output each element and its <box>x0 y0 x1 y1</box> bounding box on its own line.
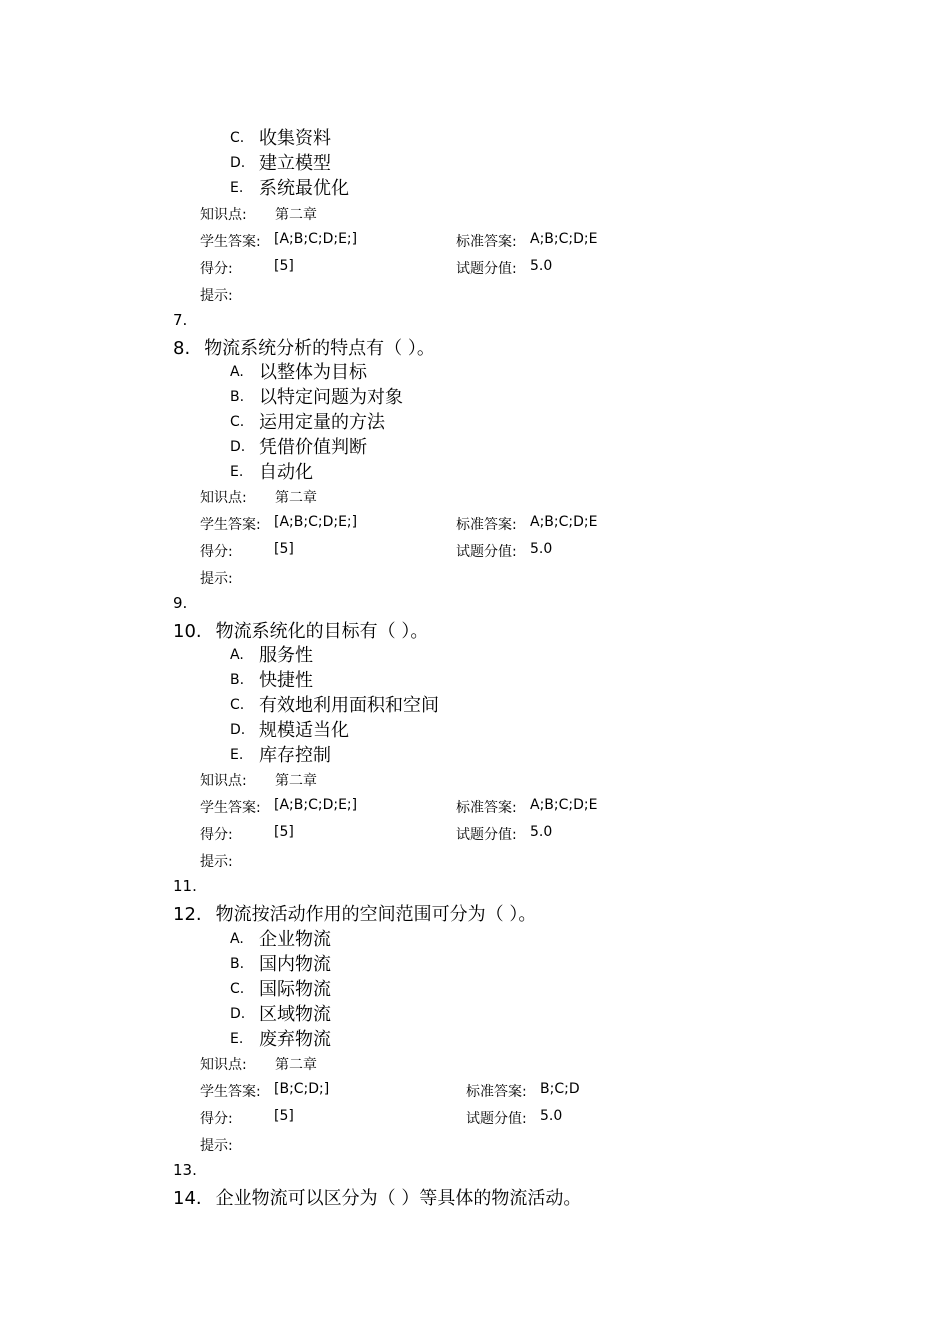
option-letter: D. <box>230 155 246 171</box>
value-value: 5.0 <box>530 824 553 840</box>
option-letter: B. <box>230 672 245 688</box>
option-text: 以整体为目标 <box>259 362 367 383</box>
standard-answer-value: A;B;C;D;E <box>530 231 598 247</box>
question-number-13: 13. <box>173 1161 197 1179</box>
score-label: 得分: <box>200 261 233 277</box>
option-text: 有效地利用面积和空间 <box>259 695 439 716</box>
option-text: 收集资料 <box>259 128 331 149</box>
question-number-7: 7. <box>173 311 188 329</box>
score-label: 得分: <box>200 827 233 843</box>
question-number: 14. <box>173 1188 202 1209</box>
option-text: 服务性 <box>259 645 313 666</box>
question-title <box>173 617 428 643</box>
option-letter: B. <box>230 956 245 972</box>
value-value: 5.0 <box>530 541 553 557</box>
standard-answer-label: 标准答案: <box>456 234 517 250</box>
knowledge-label: 知识点: <box>200 1057 247 1073</box>
value-label: 试题分值: <box>456 261 517 277</box>
option-letter: C. <box>230 981 245 997</box>
value-label: 试题分值: <box>466 1111 527 1127</box>
option-letter: E. <box>230 180 244 196</box>
student-answer-value: [A;B;C;D;E;] <box>274 514 358 530</box>
standard-answer-value: A;B;C;D;E <box>530 797 598 813</box>
option-letter: D. <box>230 722 246 738</box>
question-text: 物流系统分析的特点有（ ）。 <box>204 338 435 359</box>
value-value: 5.0 <box>540 1108 563 1124</box>
option-letter: C. <box>230 130 245 146</box>
question-text: 物流系统化的目标有（ ）。 <box>215 621 429 642</box>
standard-answer-label: 标准答案: <box>456 517 517 533</box>
score-label: 得分: <box>200 544 233 560</box>
student-answer-value: [B;C;D;] <box>274 1081 330 1097</box>
option-text: 以特定问题为对象 <box>259 387 403 408</box>
knowledge-label: 知识点: <box>200 490 247 506</box>
question-number-11: 11. <box>173 877 197 895</box>
standard-answer-value: A;B;C;D;E <box>530 514 598 530</box>
option-text: 国内物流 <box>259 954 331 975</box>
option-letter: E. <box>230 1031 244 1047</box>
option-text: 凭借价值判断 <box>259 437 367 458</box>
option-letter: D. <box>230 439 246 455</box>
option-letter: B. <box>230 389 245 405</box>
score-value: [5] <box>274 1108 294 1124</box>
knowledge-label: 知识点: <box>200 773 247 789</box>
question-number: 12. <box>173 904 202 925</box>
score-value: [5] <box>274 824 294 840</box>
question-title <box>173 1184 581 1210</box>
question-title <box>173 900 536 926</box>
score-label: 得分: <box>200 1111 233 1127</box>
option-text: 区域物流 <box>259 1004 331 1025</box>
option-text: 快捷性 <box>259 670 313 691</box>
student-answer-value: [A;B;C;D;E;] <box>274 797 358 813</box>
option-text: 建立模型 <box>259 153 331 174</box>
standard-answer-label: 标准答案: <box>466 1084 527 1100</box>
hint-label: 提示: <box>200 288 233 304</box>
option-text: 废弃物流 <box>259 1029 331 1050</box>
value-label: 试题分值: <box>456 827 517 843</box>
knowledge-value: 第二章 <box>275 1057 317 1073</box>
student-answer-value: [A;B;C;D;E;] <box>274 231 358 247</box>
option-letter: A. <box>230 931 244 947</box>
student-answer-label: 学生答案: <box>200 1084 261 1100</box>
hint-label: 提示: <box>200 854 233 870</box>
question-text: 物流按活动作用的空间范围可分为（ ）。 <box>215 904 537 925</box>
value-value: 5.0 <box>530 258 553 274</box>
student-answer-label: 学生答案: <box>200 800 261 816</box>
knowledge-label: 知识点: <box>200 207 247 223</box>
score-value: [5] <box>274 258 294 274</box>
standard-answer-value: B;C;D <box>540 1081 580 1097</box>
option-text: 国际物流 <box>259 979 331 1000</box>
option-letter: C. <box>230 414 245 430</box>
hint-label: 提示: <box>200 571 233 587</box>
option-text: 运用定量的方法 <box>259 412 385 433</box>
question-title <box>173 334 435 360</box>
knowledge-value: 第二章 <box>275 773 317 789</box>
knowledge-value: 第二章 <box>275 490 317 506</box>
student-answer-label: 学生答案: <box>200 234 261 250</box>
option-letter: E. <box>230 747 244 763</box>
option-letter: E. <box>230 464 244 480</box>
question-number: 10. <box>173 621 202 642</box>
knowledge-value: 第二章 <box>275 207 317 223</box>
option-text: 系统最优化 <box>259 178 349 199</box>
value-label: 试题分值: <box>456 544 517 560</box>
score-value: [5] <box>274 541 294 557</box>
standard-answer-label: 标准答案: <box>456 800 517 816</box>
option-text: 规模适当化 <box>259 720 349 741</box>
question-text: 企业物流可以区分为（ ）等具体的物流活动。 <box>215 1188 582 1209</box>
hint-label: 提示: <box>200 1138 233 1154</box>
option-letter: C. <box>230 697 245 713</box>
option-letter: D. <box>230 1006 246 1022</box>
option-letter: A. <box>230 647 244 663</box>
option-letter: A. <box>230 364 244 380</box>
question-number: 8. <box>173 338 191 359</box>
question-number-9: 9. <box>173 594 188 612</box>
option-text: 自动化 <box>259 462 313 483</box>
option-text: 库存控制 <box>259 745 331 766</box>
student-answer-label: 学生答案: <box>200 517 261 533</box>
option-text: 企业物流 <box>259 929 331 950</box>
